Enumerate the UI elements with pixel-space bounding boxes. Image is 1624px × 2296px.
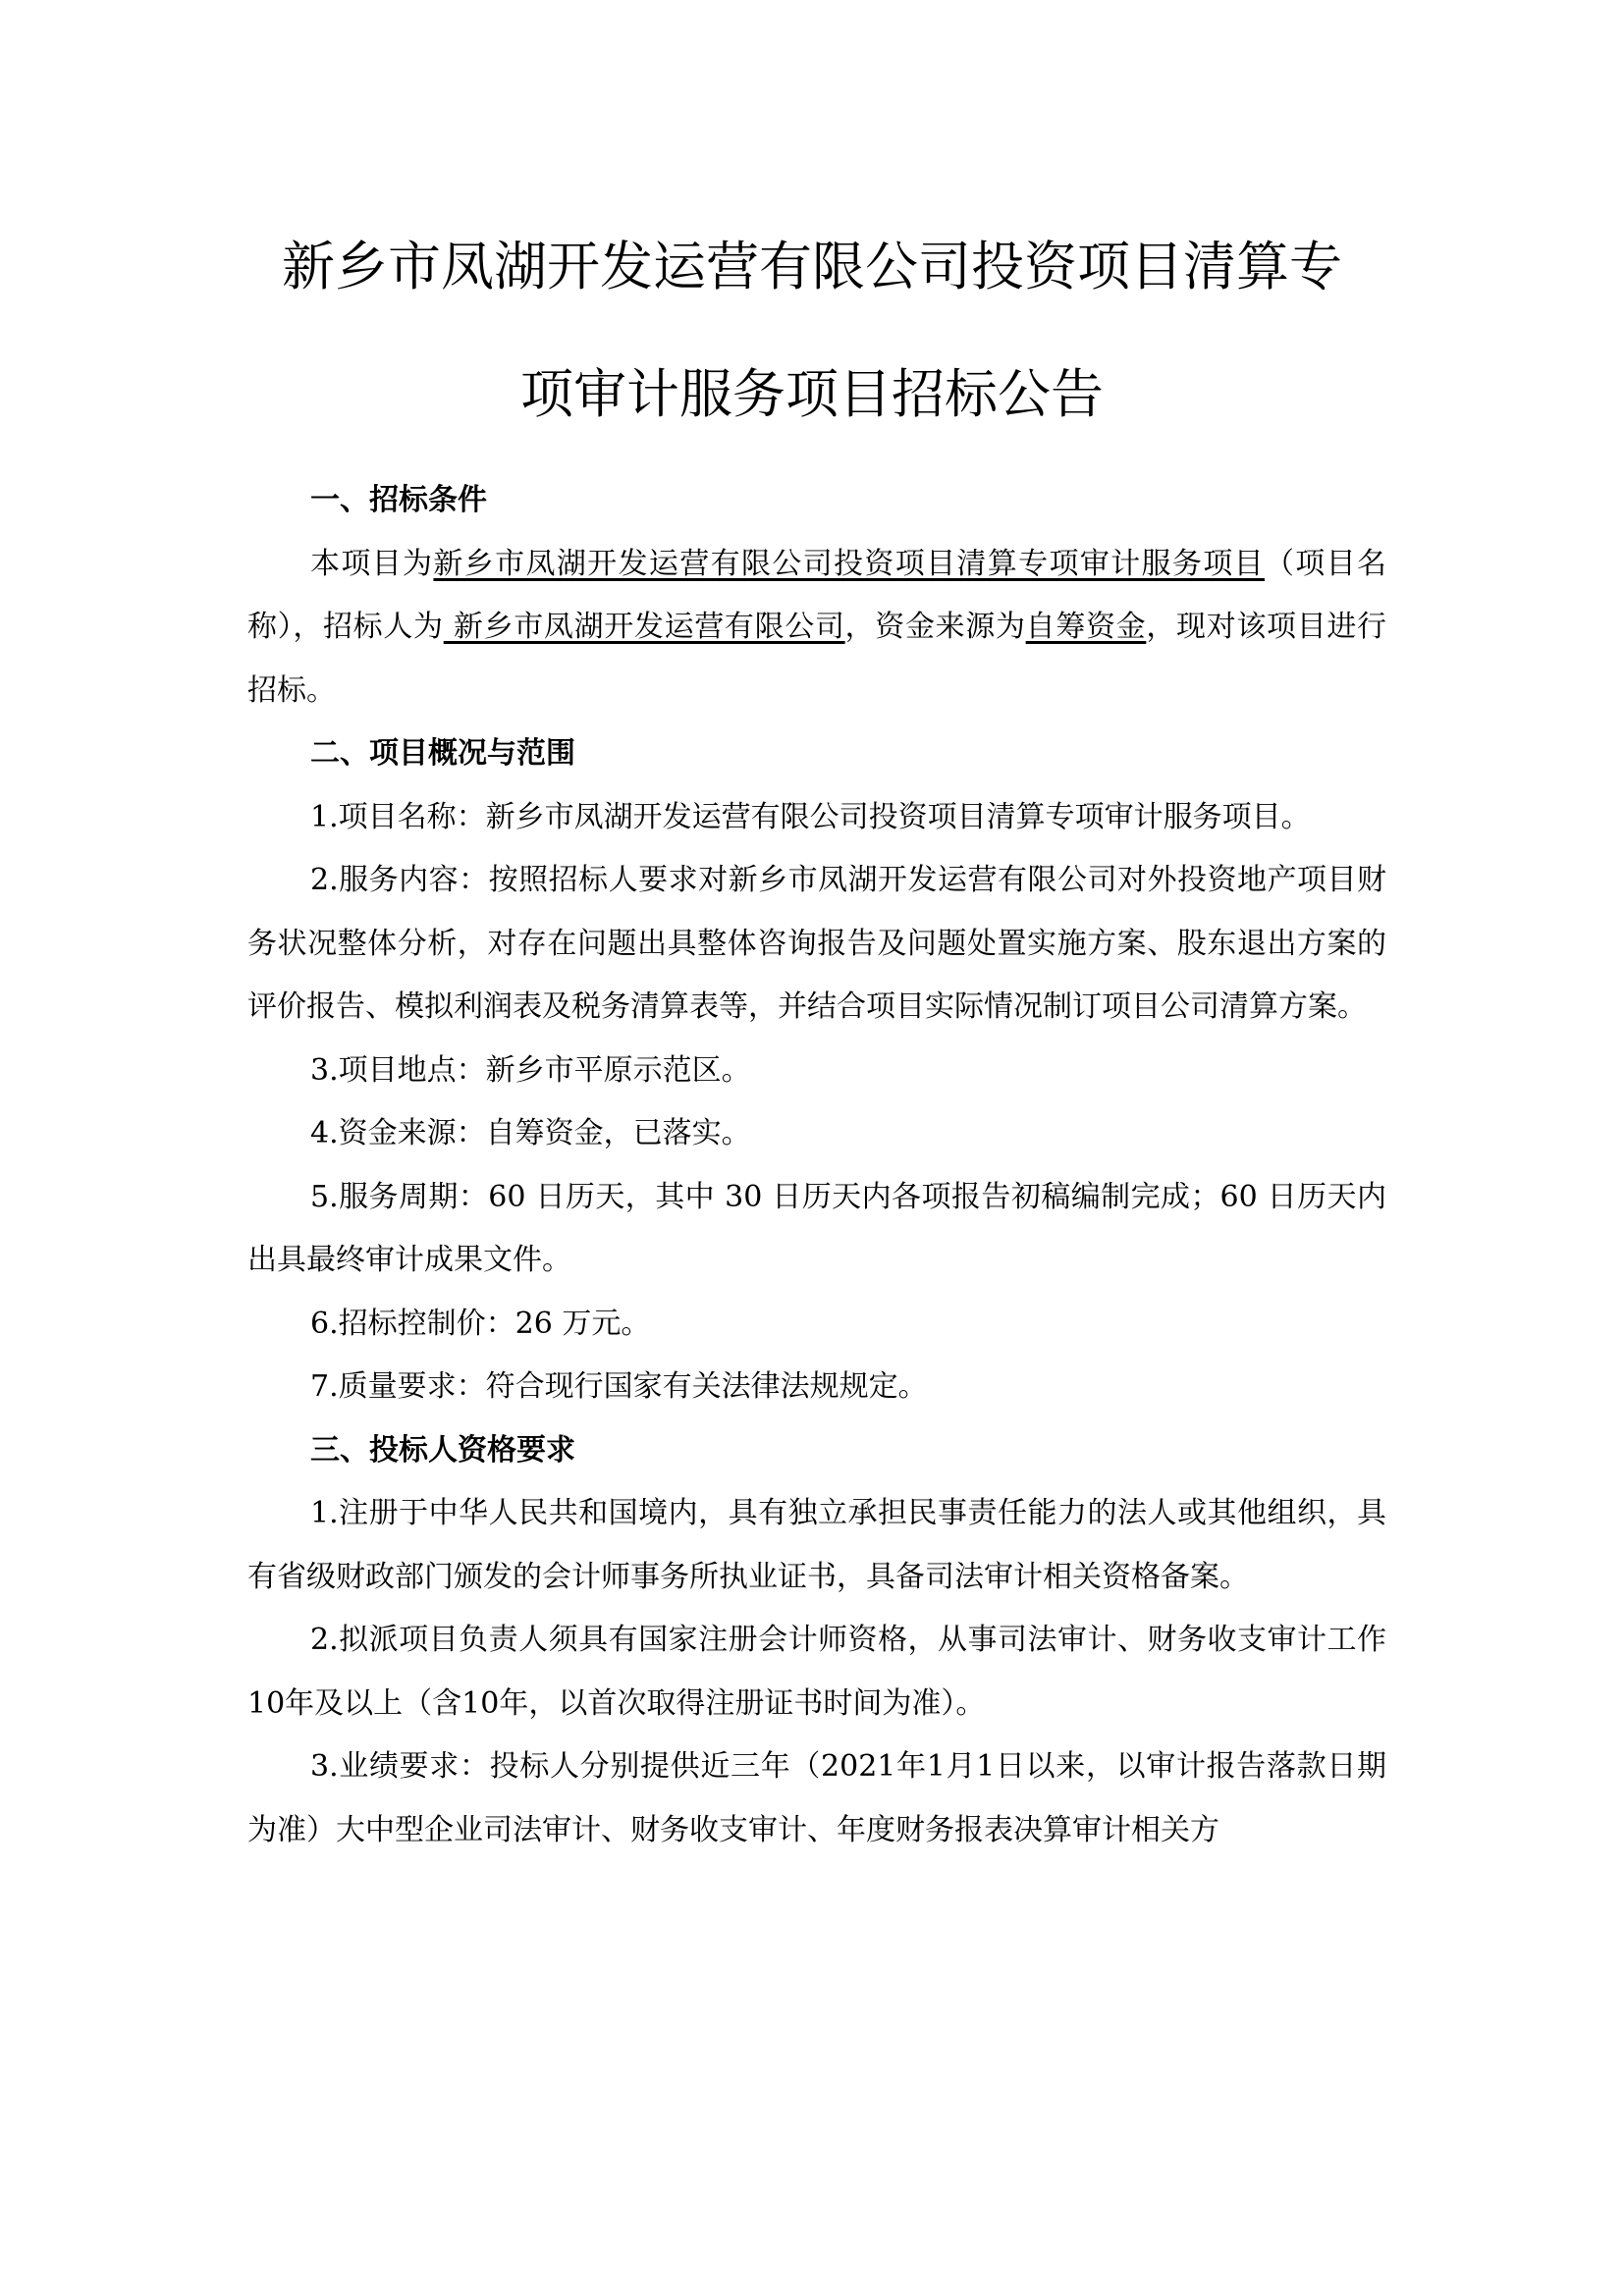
section-heading-qualifications: 三、投标人资格要求 bbox=[310, 1432, 575, 1468]
underlined-project-name: 新乡市凤湖开发运营有限公司投资项目清算专项审计服务项目 bbox=[433, 546, 1265, 581]
underlined-tenderer: 新乡市凤湖开发运营有限公司 bbox=[443, 610, 845, 644]
document-title-line-2: 项审计服务项目招标公告 bbox=[520, 363, 1104, 425]
document-title-line-1: 新乡市凤湖开发运营有限公司投资项目清算专 bbox=[282, 236, 1342, 297]
text-run: ，现对该项目进行招标。 bbox=[247, 610, 1387, 708]
overview-item: 4.资金来源：自筹资金，已落实。 bbox=[310, 1116, 751, 1150]
overview-item: 2.服务内容：按照招标人要求对新乡市凤湖开发运营有限公司对外投资地产项目财务状况整体分析，对存在问题出具整体咨询报告及问题处置实施方案、股东退出方案的评价报告、模拟利润表及税务清算表等，并结合项目实际情况制订项目公司清算方案。 bbox=[247, 863, 1386, 1024]
qualification-item: 3.业绩要求：投标人分别提供近三年（2021年1月1日以来，以审计报告落款日期为准）大中型企业司法审计、财务收支审计、年度财务报表决算审计相关方 bbox=[247, 1749, 1386, 1847]
document-body bbox=[247, 469, 1386, 1862]
overview-item: 6.招标控制价：26 万元。 bbox=[310, 1306, 651, 1341]
overview-item: 7.质量要求：符合现行国家有关法律法规规定。 bbox=[310, 1369, 928, 1404]
underlined-fund-source: 自筹资金 bbox=[1025, 610, 1147, 644]
text-run: 本项目为 bbox=[310, 546, 434, 581]
text-run: （项目名称），招标人为 bbox=[247, 546, 1387, 644]
text-run: ，资金来源为 bbox=[844, 610, 1026, 644]
section-heading-overview: 二、项目概况与范围 bbox=[310, 736, 575, 771]
qualification-item: 2.拟派项目负责人须具有国家注册会计师资格，从事司法审计、财务收支审计工作10年及以上（含10年，以首次取得注册证书时间为准）。 bbox=[247, 1623, 1386, 1721]
paragraph-tender-conditions bbox=[247, 533, 1386, 723]
qualification-item: 1.注册于中华人民共和国境内，具有独立承担民事责任能力的法人或其他组织，具有省级财政部门颁发的会计师事务所执业证书，具备司法审计相关资格备案。 bbox=[247, 1496, 1386, 1594]
section-heading-tender-conditions: 一、招标条件 bbox=[310, 483, 487, 517]
overview-item: 5.服务周期：60 日历天，其中 30 日历天内各项报告初稿编制完成；60 日历天内出具最终审计成果文件。 bbox=[247, 1179, 1386, 1277]
overview-item: 3.项目地点：新乡市平原示范区。 bbox=[310, 1052, 751, 1088]
overview-item: 1.项目名称：新乡市凤湖开发运营有限公司投资项目清算专项审计服务项目。 bbox=[310, 799, 1311, 834]
